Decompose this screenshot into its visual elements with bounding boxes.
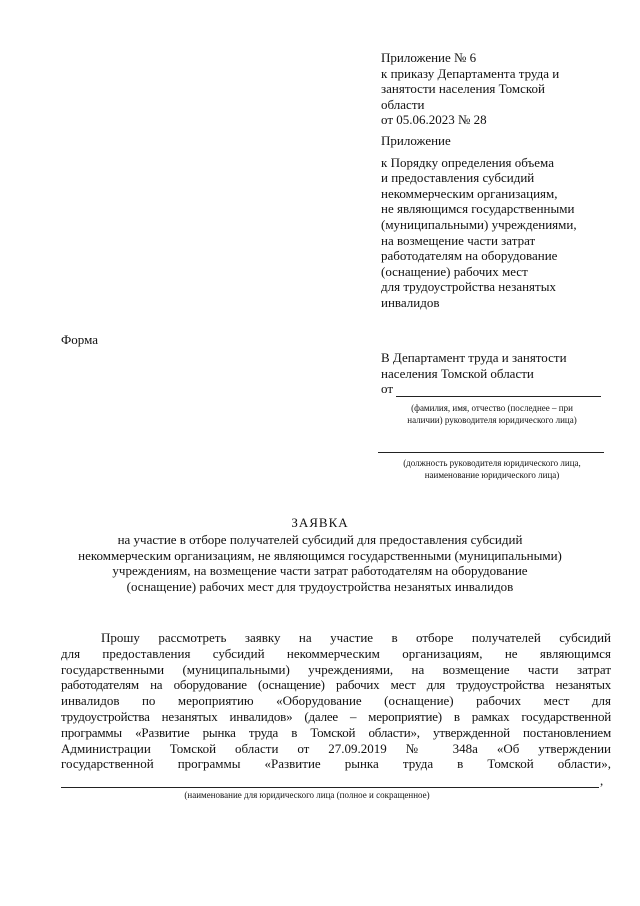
appendix-line: (оснащение) рабочих мест: [381, 263, 528, 279]
body-line: программы «Развитие рынка труда в Томской области», утвержденной постановлением: [61, 724, 611, 740]
addressee-line: В Департамент труда и занятости: [381, 350, 567, 365]
trailing-comma: ,: [600, 773, 604, 788]
addressee-line: населения Томской области: [381, 365, 534, 381]
document-subtitle: [60, 532, 580, 594]
body-line: инвалидов по мероприятию «Оборудование (оснащение) рабочих мест для: [61, 693, 611, 709]
fio-fill-line: [396, 396, 601, 397]
addressee-block: [381, 350, 567, 381]
fio-caption: [381, 402, 603, 426]
from-label: от: [381, 381, 394, 396]
position-caption-line: наименование юридического лица): [424, 470, 560, 480]
appendix-6-line: Приложение № 6: [381, 50, 477, 65]
form-label: Форма: [61, 332, 98, 347]
appendix-6-header: [381, 50, 559, 128]
subtitle-line: учреждениям, на возмещение части затрат работодателям на оборудование: [112, 563, 528, 579]
appendix-6-line: занятости населения Томской: [381, 81, 545, 97]
body-line: работодателям на оборудование (оснащение) рабочих мест для трудоустройства незанятых: [61, 677, 611, 693]
appendix-6-line: от 05.06.2023 № 28: [381, 112, 487, 128]
appendix-line: для трудоустройства незанятых: [381, 279, 556, 295]
appendix-procedure-header: [381, 133, 577, 311]
fio-caption-line: наличии) руководителя юридического лица): [407, 415, 577, 425]
subtitle-line: (оснащение) рабочих мест для трудоустройства незанятых инвалидов: [126, 578, 514, 594]
appendix-line: (муниципальными) учреждениями,: [381, 216, 577, 232]
appendix-line: не являющимся государственными: [381, 201, 575, 217]
body-line: Администрации Томской области от 27.09.2019 № 348а «Об утверждении: [61, 740, 611, 756]
position-caption: [381, 457, 603, 481]
appendix-line: и предоставления субсидий: [381, 170, 535, 186]
body-line: трудоустройства незанятых инвалидов» (далее – мероприятие) в рамках государственной: [61, 708, 611, 724]
organization-fill-line: [61, 787, 599, 788]
appendix-line: на возмещение части затрат: [381, 232, 536, 248]
appendix-line: некоммерческим организациям,: [381, 185, 558, 201]
appendix-6-line: области: [381, 96, 425, 112]
appendix-6-line: к приказу Департамента труда и: [381, 65, 560, 81]
body-line: для предоставления субсидий некоммерческим организациям, не являющимся: [61, 645, 611, 661]
application-body: [61, 630, 611, 772]
body-line: Прошу рассмотреть заявку на участие в отборе получателей субсидий: [101, 630, 611, 645]
document-title: ЗАЯВКА: [291, 515, 349, 530]
body-line: государственной программы «Развитие рынка труда в Томской области»,: [61, 756, 611, 772]
subtitle-line: некоммерческим организациям, не являющимся государственными (муниципальными): [78, 547, 562, 563]
organization-caption: (наименование для юридического лица (полное и сокращенное): [184, 790, 430, 800]
appendix-line: Приложение: [381, 133, 451, 148]
appendix-line: работодателям на оборудование: [381, 248, 558, 264]
position-caption-line: (должность руководителя юридического лица,: [403, 458, 581, 468]
position-fill-line: [378, 452, 604, 453]
appendix-line: к Порядку определения объема: [381, 154, 554, 170]
subtitle-line: на участие в отборе получателей субсидий для предоставления субсидий: [117, 532, 523, 547]
fio-caption-line: (фамилия, имя, отчество (последнее – при: [411, 403, 573, 413]
appendix-line: инвалидов: [381, 294, 440, 310]
body-line: государственными (муниципальными) учреждениями, на возмещение части затрат: [61, 661, 611, 677]
